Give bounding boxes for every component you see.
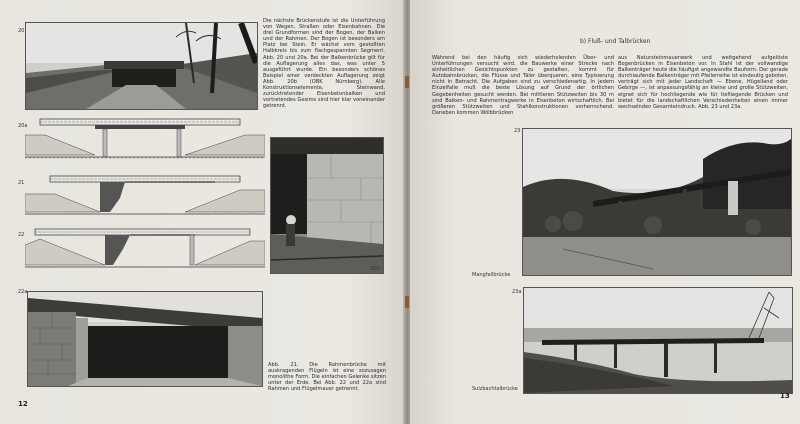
staple: [405, 76, 409, 88]
photo-mangfall-bridge: [522, 128, 792, 276]
section-heading: b) Fluß- und Talbrücken: [580, 38, 651, 45]
caption-mangfall: Mangfallbrücke: [472, 272, 511, 278]
figure-label: 20a: [18, 123, 28, 129]
photo-frame-bridge: [27, 291, 263, 387]
photo-bridge-abutment: [270, 137, 384, 274]
page-number-right: 13: [780, 392, 790, 400]
figure-label: 23: [514, 128, 521, 134]
body-text-column-1: Während bei den häufig sich wiederholenden Über- und Unterführungen versucht wird, die Bauwerke einer Strecke nach einheitlichen Gesichtspunkten zu gestalten, kommt für Autobahnbrücken, die Flüsse und Täler überqueren, eine Typisierung nicht in Betracht. Die Aufgaben sind zu verschiedenartig. In jedem Einzelfalle muß die beste Lösung auf Grund der örtlichen Gegebenheiten gesucht werden. Bei mittleren Stützweiten bis 30 m sind Balken- und Rahmentragwerke in Eisenbeton wirtschaftlich. Bei größeren Stützweiten und Stahlkonstruktionen vorherrschend. Daneben kommen Wölbbrücken: [432, 55, 614, 116]
drawing-bridge-20a: [25, 115, 265, 161]
right-page: [370, 0, 800, 424]
caption-frame-bridge: Abb. 21. Die Rahmenbrücke mit auskragenden Flügeln ist eine sozusagen monolithe Form. Die einfachen Gelenke sitzen unter der Erde. Bei Abb. 22 und 22a sind Rahmen und Flügelmauer getrennt.: [268, 362, 386, 393]
drawing-bridge-22: [25, 225, 265, 273]
caption-sulzbachtal: Sulzbachtalbrücke: [472, 386, 518, 392]
intro-text: Die nächste Brückenstufe ist die Unterführung von Wegen, Straßen oder Eisenbahnen. Die drei Grundformen sind der Bogen, der Balken und der Rahmen. Der Bogen ist besonders am Platz bei Stein. Er wächst vom gestoßten Halbkreis bis zum flachgespannten Segment. Abb. 20 und 20a. Bei der Balkenbrücke gilt für die Auflagerung alles das, was unter 5 ausgeführt wurde. Ein besonders schönes Beispiel einer verdeckten Auflagerung zeigt Abb. 20b (OBK Nürnberg). Alle Konstruktionselemente, Steinwand, zurücktretender Eisenbetonbalken und vortretendes Gesims sind hier klar voneinander getrennt.: [263, 18, 385, 110]
figure-label: 22: [18, 232, 25, 238]
drawing-bridge-21: [25, 172, 265, 218]
staple: [405, 296, 409, 308]
figure-label: 20b: [370, 266, 380, 272]
page-number-left: 12: [18, 400, 28, 408]
figure-label: 23a: [512, 289, 522, 295]
body-text-column-2: aus Natursteinmauerwerk und weitgehend aufgelöste Bogenbrücken in Eisenbeton vor. In Stahl ist der vollwandige Balkenträger heute die häufigst angewandte Bauform. Der gerade durchlaufende Balkenträger mit Pfeilerreihe ist eindeutig geboten, verträgt sich mit jeder Landschaft — Ebene, Hügelland oder Gebirge —, ist anpassungsfähig an kleine und große Stützweiten, eignet sich für hochliegende wie für tiefliegende Brücken und bietet für die landschaftlichen Verschiedenheiten einen immer wechselnden Gesamteindruck. Abb. 23 und 23a.: [618, 55, 788, 110]
photo-sulzbachtal-bridge: [523, 287, 793, 394]
figure-label: 21: [18, 180, 25, 186]
photo-road-underpass: [25, 22, 258, 110]
figure-label: 20: [18, 28, 25, 34]
figure-label: 22a: [18, 289, 28, 295]
